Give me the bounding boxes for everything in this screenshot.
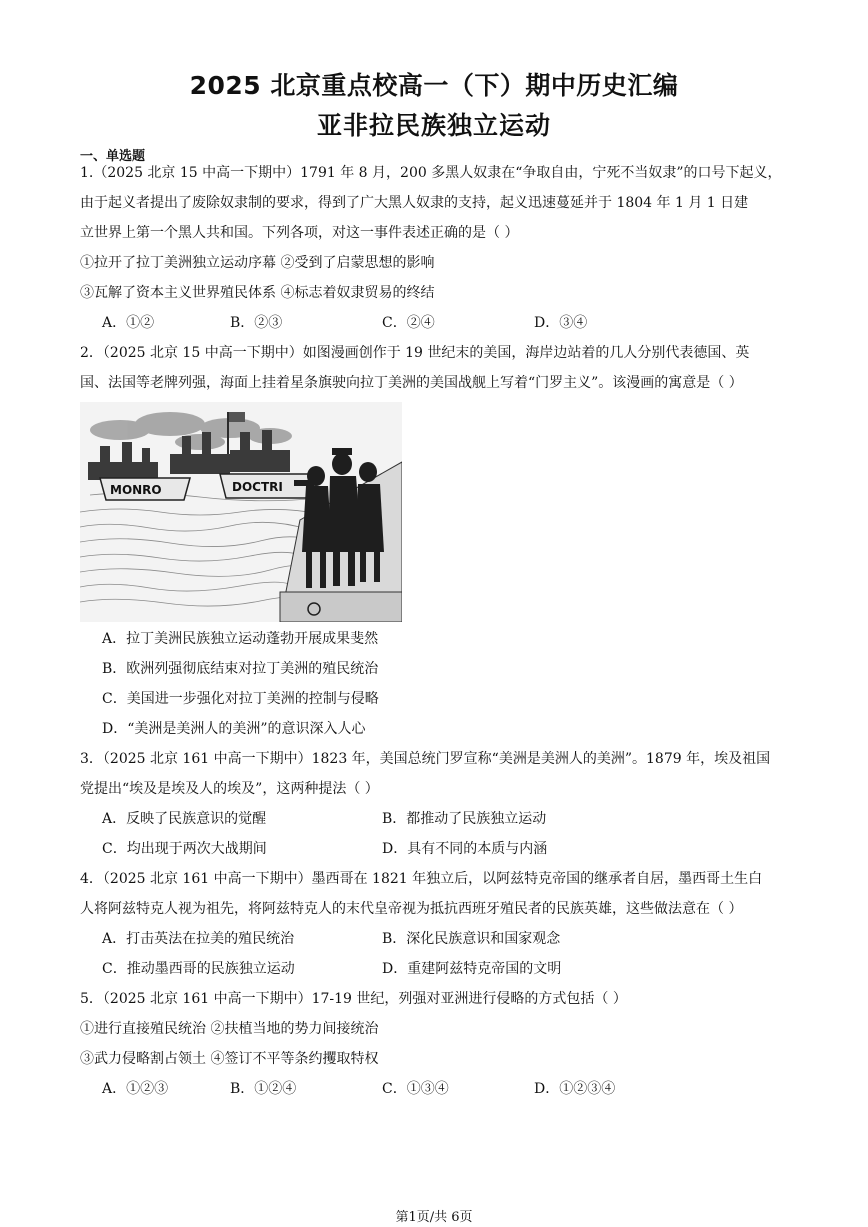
q3-option-d: D．具有不同的本质与内涵 [382, 841, 548, 857]
q5-stem-line-1: 5．（2025 北京 161 中高一下期中）17-19 世纪，列强对亚洲进行侵略的方式包括（ ） [80, 991, 627, 1007]
q4-stem-line-2: 人将阿兹特克人视为祖先，将阿兹特克人的末代皇帝视为抵抗西班牙殖民者的民族英雄，这些做法意在（ ） [80, 901, 743, 917]
q2-option-b: B．欧洲列强彻底结束对拉丁美洲的殖民统治 [102, 661, 379, 677]
q1-option-a: A．①② [102, 315, 155, 331]
q2-stem-line-1: 2．（2025 北京 15 中高一下期中）如图漫画创作于 19 世纪末的美国，海岸边站着的几人分别代表德国、英 [80, 345, 750, 361]
q5-option-a: A．①②③ [102, 1081, 169, 1097]
ship-lettering-2: DOCTRI [232, 480, 283, 494]
q5-option-b: B．①②④ [230, 1081, 297, 1097]
section-heading: 一、单选题 [80, 149, 146, 164]
q2-option-a: A．拉丁美洲民族独立运动蓬勃开展成果斐然 [102, 631, 379, 647]
page-subtitle: 亚非拉民族独立运动 [316, 111, 551, 140]
q1-stem-line-1: 1.（2025 北京 15 中高一下期中）1791 年 8 月，200 多黑人奴隶在“争取自由，宁死不当奴隶”的口号下起义， [80, 165, 782, 181]
q4-option-c: C．推动墨西哥的民族独立运动 [102, 961, 295, 977]
q3-option-b: B．都推动了民族独立运动 [382, 811, 547, 827]
q1-option-c: C．②④ [382, 315, 435, 331]
q1-statement-1: ①拉开了拉丁美洲独立运动序幕 ②受到了启蒙思想的影响 [80, 255, 435, 271]
q2-stem-line-2: 国、法国等老牌列强，海面上挂着星条旗驶向拉丁美洲的美国战舰上写着“门罗主义”。该漫画的寓意是（ ） [80, 375, 743, 391]
q3-option-c: C．均出现于两次大战期间 [102, 841, 267, 857]
q2-option-d: D．“美洲是美洲人的美洲”的意识深入人心 [102, 721, 366, 737]
page-footer: 第1页/共 6页 [395, 1210, 473, 1225]
q4-option-b: B．深化民族意识和国家观念 [382, 931, 561, 947]
q3-option-a: A．反映了民族意识的觉醒 [102, 811, 267, 827]
q2-option-c: C．美国进一步强化对拉丁美洲的控制与侵略 [102, 691, 379, 707]
q4-option-a: A．打击英法在拉美的殖民统治 [102, 931, 295, 947]
page-title: 2025 北京重点校高一（下）期中历史汇编 [189, 71, 679, 100]
ship-lettering-1: MONRO [110, 483, 162, 497]
q1-option-b: B．②③ [230, 315, 283, 331]
q5-statement-1: ①进行直接殖民统治 ②扶植当地的势力间接统治 [80, 1021, 379, 1037]
q4-stem-line-1: 4．（2025 北京 161 中高一下期中）墨西哥在 1821 年独立后，以阿兹特克帝国的继承者自居，墨西哥土生白 [80, 871, 763, 887]
q3-stem-line-2: 党提出“埃及是埃及人的埃及”，这两种提法（ ） [80, 781, 379, 797]
q5-statement-2: ③武力侵略割占领土 ④签订不平等条约攫取特权 [80, 1051, 379, 1067]
q1-statement-2: ③瓦解了资本主义世界殖民体系 ④标志着奴隶贸易的终结 [80, 285, 435, 301]
q1-stem-line-3: 立世界上第一个黑人共和国。下列各项，对这一事件表述正确的是（ ） [80, 225, 519, 241]
q1-stem-line-2: 由于起义者提出了废除奴隶制的要求，得到了广大黑人奴隶的支持，起义迅速蔓延并于 1804 年 1 月 1 日建 [80, 195, 749, 211]
q5-option-d: D．①②③④ [534, 1081, 616, 1097]
monroe-doctrine-cartoon [80, 402, 402, 622]
q1-option-d: D．③④ [534, 315, 588, 331]
q3-stem-line-1: 3．（2025 北京 161 中高一下期中）1823 年，美国总统门罗宣称“美洲是美洲人的美洲”。1879 年，埃及祖国 [80, 751, 771, 767]
q4-option-d: D．重建阿兹特克帝国的文明 [382, 961, 562, 977]
q5-option-c: C．①③④ [382, 1081, 449, 1097]
